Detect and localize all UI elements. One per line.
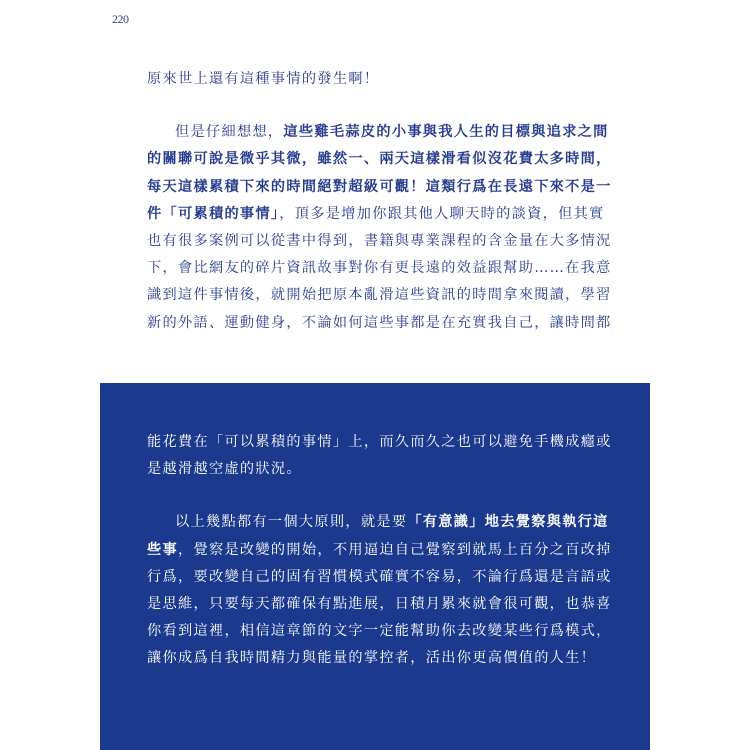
text-line: 每天這樣累積下來的時間絕對超級可觀！這類行爲在長遠下來不是一 [147, 178, 612, 195]
bold-text-span: 這些雞毛蒜皮的小事與我人生的目標與追求之間 [283, 124, 609, 141]
top-text-block [147, 66, 612, 337]
blue-text-panel [100, 383, 650, 750]
text-line: 能花費在「可以累積的事情」上，而久而久之也可以避免手機成癮或 [147, 434, 612, 450]
text-line: 行爲，要改變自己的固有習慣模式確實不容易，不論行爲還是言語或 [147, 568, 612, 585]
text-line: 也有很多案例可以從書中得到，書籍與專業課程的含金量在大多情況 [147, 233, 612, 250]
text-line: 識到這件事情後，就開始把原本亂滑這些資訊的時間拿來閱讀，學習 [147, 287, 612, 304]
text-line: 新的外語、運動健身，不論如何這些事都是在充實我自己，讓時間都 [147, 314, 612, 331]
panel-text-block [147, 429, 617, 673]
text-span: ，覺察是改變的開始，不用逼迫自己覺察到就馬上百分之百改掉 [177, 541, 612, 558]
text-span: 但是仔細想想， [175, 124, 284, 141]
text-line [147, 119, 607, 146]
text-line: 是越滑越空虛的狀況。 [147, 461, 302, 478]
text-span: 以上幾點都有一個大原則，就是要 [175, 514, 408, 531]
paragraph-gap [147, 93, 607, 119]
text-line: 讓你成爲自我時間精力與能量的掌控者，活出你更高價值的人生！ [147, 650, 597, 667]
bold-text-span: 「有意識」地去覺察與執行這 [407, 514, 609, 531]
text-line [147, 509, 617, 536]
text-line [147, 201, 607, 228]
text-line [147, 537, 617, 564]
page-number: 220 [112, 12, 129, 26]
bold-text-span: 些事 [147, 541, 178, 558]
text-line: 的關聯可說是微乎其微，雖然一、兩天這樣滑看似沒花費太多時間， [147, 151, 612, 168]
text-line: 是思維，只要每天都確保有點進展，日積月累來就會很可觀，也恭喜 [147, 596, 612, 613]
intro-line: 原來世上還有這種事情的發生啊！ [147, 71, 380, 87]
text-span: ，頂多是增加你跟其他人聊天時的談資，但其實 [279, 205, 605, 222]
text-line: 下，會比網友的碎片資訊故事對你有更長遠的效益跟幫助……在我意 [147, 260, 612, 277]
bold-text-span: 件「可累積的事情」 [147, 205, 280, 222]
text-line: 你看到這裡，相信這章節的文字一定能幫助你去改變某些行爲模式， [147, 623, 612, 640]
paragraph-gap [147, 483, 617, 509]
